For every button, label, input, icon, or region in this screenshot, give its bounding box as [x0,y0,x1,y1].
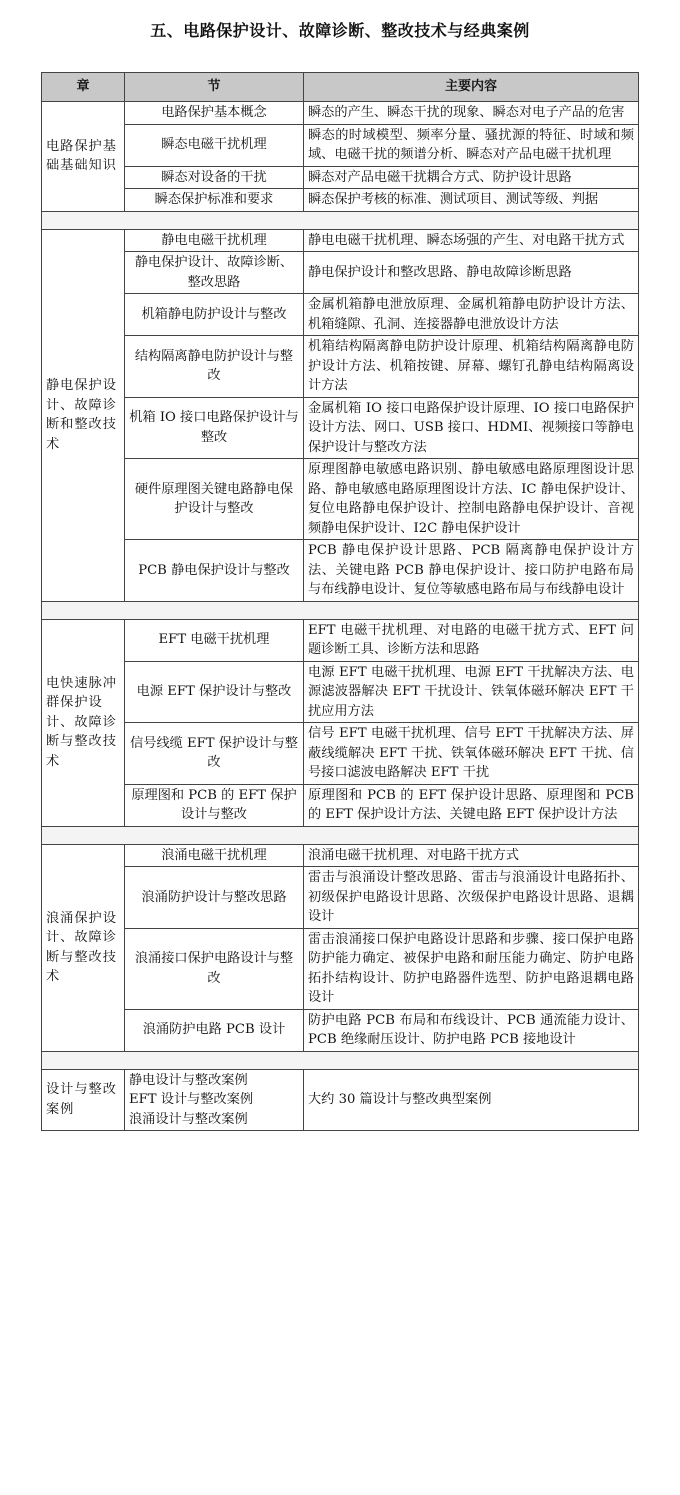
section-cell: PCB 静电保护设计与整改 [125,540,304,602]
section-cell: 浪涌防护设计与整改思路 [125,867,304,929]
content-cell: PCB 静电保护设计思路、PCB 隔离静电保护设计方法、关键电路 PCB 静电保护设计、接口防护电路布局与布线静电设计、复位等敏感电路布局与布线静电设计 [304,540,639,602]
content-cell: 防护电路 PCB 布局和布线设计、PCB 通流能力设计、PCB 绝缘耐压设计、防护电路 PCB 接地设计 [304,1009,639,1051]
content-cell: 瞬态对产品电磁干扰耦合方式、防护设计思路 [304,166,639,189]
content-cell: 瞬态保护考核的标准、测试项目、测试等级、判据 [304,189,639,212]
section-cell: 瞬态对设备的干扰 [125,166,304,189]
syllabus-table [41,72,639,1131]
table-row [42,229,639,252]
chapter-cell: 设计与整改案例 [42,1069,125,1131]
content-cell: 金属机箱静电泄放原理、金属机箱静电防护设计方法、机箱缝隙、孔洞、连接器静电泄放设计方法 [304,294,639,336]
content-cell: 静电保护设计和整改思路、静电故障诊断思路 [304,252,639,294]
content-cell: 原理图和 PCB 的 EFT 保护设计思路、原理图和 PCB 的 EFT 保护设计方法、关键电路 EFT 保护设计方法 [304,784,639,826]
table-row [42,189,639,212]
section-cell [125,1069,304,1131]
table-row [42,661,639,723]
content-cell: 瞬态的产生、瞬态干扰的现象、瞬态对电子产品的危害 [304,102,639,125]
table-row [42,540,639,602]
table-row [42,844,639,867]
section-cell: EFT 电磁干扰机理 [125,619,304,661]
section-cell: 浪涌防护电路 PCB 设计 [125,1009,304,1051]
spacer-row [42,826,639,844]
table-row [42,619,639,661]
header-chapter: 章 [42,73,125,102]
content-cell: EFT 电磁干扰机理、对电路的电磁干扰方式、EFT 问题诊断工具、诊断方法和思路 [304,619,639,661]
section-cell: 静电电磁干扰机理 [125,229,304,252]
table-row [42,1009,639,1051]
content-cell: 原理图静电敏感电路识别、静电敏感电路原理图设计思路、静电敏感电路原理图设计方法、IC 静电保护设计、复位电路静电保护设计、控制电路静电保护设计、音视频静电保护设计、I2C 静电保护设计 [304,459,639,540]
section-cell: 信号线缆 EFT 保护设计与整改 [125,723,304,785]
chapter-cell: 电快速脉冲群保护设计、故障诊断与整改技术 [42,619,125,826]
table-row [42,867,639,929]
page-title: 五、电路保护设计、故障诊断、整改技术与经典案例 [150,21,530,40]
table-row [42,928,639,1009]
spacer-row [42,1051,639,1069]
spacer-row [42,601,639,619]
table-row [42,336,639,398]
content-cell: 金属机箱 IO 接口电路保护设计原理、IO 接口电路保护设计方法、网口、USB 接口、HDMI、视频接口等静电保护设计与整改方法 [304,397,639,459]
header-section: 节 [125,73,304,102]
content-cell: 瞬态的时域模型、频率分量、骚扰源的特征、时域和频域、电磁干扰的频谱分析、瞬态对产品电磁干扰机理 [304,124,639,166]
case-section-surge: 浪涌设计与整改案例 [129,1111,248,1127]
section-cell: 电路保护基本概念 [125,102,304,125]
table-row [42,124,639,166]
section-cell: 结构隔离静电防护设计与整改 [125,336,304,398]
table-row [42,1069,639,1131]
case-section-eft: EFT 设计与整改案例 [129,1092,254,1107]
table-row [42,102,639,125]
section-cell: 原理图和 PCB 的 EFT 保护设计与整改 [125,784,304,826]
table-row [42,459,639,540]
content-cell: 信号 EFT 电磁干扰机理、信号 EFT 干扰解决方法、屏蔽线缆解决 EFT 干扰、铁氧体磁环解决 EFT 干扰、信号接口滤波电路解决 EFT 干扰 [304,723,639,785]
content-cell: 浪涌电磁干扰机理、对电路干扰方式 [304,844,639,867]
table-row [42,252,639,294]
chapter-cell: 静电保护设计、故障诊断和整改技术 [42,229,125,601]
content-cell: 大约 30 篇设计与整改典型案例 [304,1069,639,1131]
section-cell: 瞬态保护标准和要求 [125,189,304,212]
content-cell: 雷击浪涌接口保护电路设计思路和步骤、接口保护电路防护能力确定、被保护电路和耐压能力确定、防护电路拓扑结构设计、防护电路器件选型、防护电路退耦电路设计 [304,928,639,1009]
table-header-row [42,73,639,102]
content-cell: 电源 EFT 电磁干扰机理、电源 EFT 干扰解决方法、电源滤波器解决 EFT 干扰设计、铁氧体磁环解决 EFT 干扰应用方法 [304,661,639,723]
spacer-row [42,211,639,229]
section-cell: 浪涌电磁干扰机理 [125,844,304,867]
chapter-cell: 浪涌保护设计、故障诊断与整改技术 [42,844,125,1051]
section-cell: 电源 EFT 保护设计与整改 [125,661,304,723]
section-cell: 硬件原理图关键电路静电保护设计与整改 [125,459,304,540]
content-cell: 雷击与浪涌设计整改思路、雷击与浪涌设计电路拓扑、初级保护电路设计思路、次级保护电路设计思路、退耦设计 [304,867,639,929]
table-row [42,397,639,459]
section-cell: 机箱静电防护设计与整改 [125,294,304,336]
section-cell: 瞬态电磁干扰机理 [125,124,304,166]
table-row [42,723,639,785]
header-content: 主要内容 [304,73,639,102]
content-cell: 静电电磁干扰机理、瞬态场强的产生、对电路干扰方式 [304,229,639,252]
table-row [42,294,639,336]
section-cell: 机箱 IO 接口电路保护设计与整改 [125,397,304,459]
case-section-esd: 静电设计与整改案例 [129,1072,248,1088]
table-row [42,784,639,826]
section-cell: 静电保护设计、故障诊断、整改思路 [125,252,304,294]
chapter-cell: 电路保护基础基础知识 [42,102,125,212]
content-cell: 机箱结构隔离静电防护设计原理、机箱结构隔离静电防护设计方法、机箱按键、屏幕、螺钉孔静电结构隔离设计方法 [304,336,639,398]
section-cell: 浪涌接口保护电路设计与整改 [125,928,304,1009]
table-row [42,166,639,189]
